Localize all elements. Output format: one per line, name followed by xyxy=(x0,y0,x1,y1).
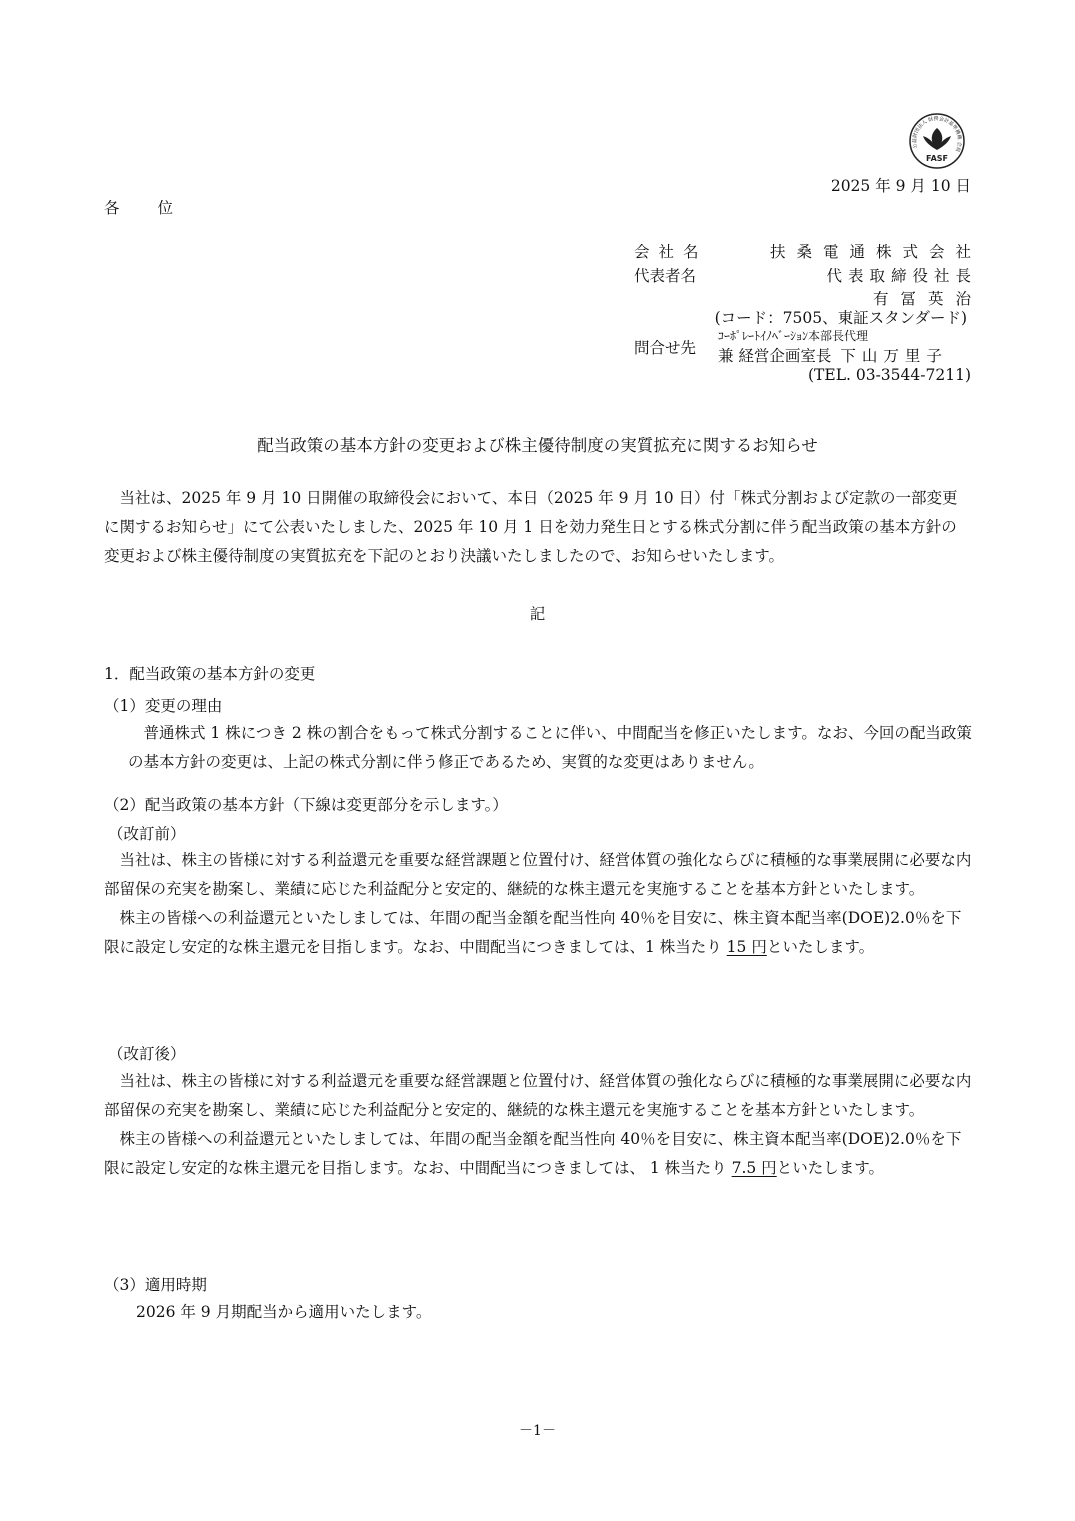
after-p2 xyxy=(104,1125,972,1183)
section1-heading: 1．配当政策の基本方針の変更 xyxy=(104,665,316,683)
contact-name: 下山万里子 xyxy=(840,347,948,365)
contact-tel: (TEL. 03-3544-7211) xyxy=(808,366,971,384)
before-p2-pre: 株主の皆様への利益還元といたしましては、年間の配当金額を配当性向 40％を目安に、株主資本配当率(DOE)2.0％を下限に設定し安定的な株主還元を目指します。なお、中間配当につきましては、1 株当たり xyxy=(104,909,962,956)
after-block xyxy=(104,1067,972,1183)
after-p2-post: といたします。 xyxy=(776,1159,884,1177)
sub3-heading: （3）適用時期 xyxy=(104,1276,207,1294)
sub2-heading: （2）配当政策の基本方針（下線は変更部分を示します。） xyxy=(104,796,508,814)
representative-label: 代表者名 xyxy=(634,267,697,285)
sub1-text: 普通株式 1 株につき 2 株の割合をもって株式分割することに伴い、中間配当を修正いたします。なお、今回の配当政策の基本方針の変更は、上記の株式分割に伴う修正であるため、実質的な変更はありません。 xyxy=(128,724,972,771)
intro-paragraph xyxy=(104,484,972,571)
svg-text:公益財団法人 財務会計基準機構 会員: 公益財団法人 財務会計基準機構 会員 xyxy=(911,115,963,153)
company-name: 扶桑電通株式会社 xyxy=(769,243,982,261)
contact-title: ｺｰﾎﾟﾚｰﾄｲﾉﾍﾞｰｼｮﾝ本部長代理 xyxy=(718,329,869,343)
issue-date: 2025 年 9 月 10 日 xyxy=(830,177,971,195)
ki-marker: 記 xyxy=(529,605,546,623)
sub1-paragraph xyxy=(128,719,974,777)
after-label: （改訂後） xyxy=(108,1045,186,1063)
sub3-text: 2026 年 9 月期配当から適用いたします。 xyxy=(136,1303,432,1321)
before-block xyxy=(104,846,972,962)
before-label: （改訂前） xyxy=(108,825,186,843)
before-p2 xyxy=(104,904,972,962)
before-p1: 当社は、株主の皆様に対する利益還元を重要な経営課題と位置付け、経営体質の強化ならびに積極的な事業展開に必要な内部留保の充実を勘案し、業績に応じた利益配分と安定的、継続的な株主還元を実施することを基本方針といたします。 xyxy=(104,851,972,898)
after-p2-underlined: 7.5 円 xyxy=(731,1159,777,1177)
intro-text: 当社は、2025 年 9 月 10 日開催の取締役会において、本日（2025 年 9 月 10 日）付「株式分割および定款の一部変更に関するお知らせ」にて公表いたしました、2025 年 10 月 1 日を効力発生日とする株式分割に伴う配当政策の基本方針の変更および株主優待制度の実質拡充を下記のとおり決議いたしましたので、お知らせいたします。 xyxy=(104,489,958,565)
before-p2-underlined: 15 円 xyxy=(726,938,767,956)
page-number: －1－ xyxy=(519,1423,556,1439)
contact-title-2-prefix: 兼 経営企画室長 xyxy=(718,347,832,365)
company-label: 会社名 xyxy=(634,243,708,261)
sub1-heading: （1）変更の理由 xyxy=(104,697,223,715)
before-p2-post: といたします。 xyxy=(766,938,875,956)
representative-name: 有冨英治 xyxy=(872,290,983,308)
after-p1: 当社は、株主の皆様に対する利益還元を重要な経営課題と位置付け、経営体質の強化ならびに積極的な事業展開に必要な内部留保の充実を勘案し、業績に応じた利益配分と安定的、継続的な株主還元を実施することを基本方針といたします。 xyxy=(104,1072,972,1119)
addressee: 各位 xyxy=(104,199,212,217)
document-title: 配当政策の基本方針の変更および株主優待制度の実質拡充に関するお知らせ xyxy=(257,436,818,455)
svg-text:FASF: FASF xyxy=(926,154,948,163)
stock-code: (コード：7505、東証スタンダード) xyxy=(714,309,967,327)
representative-title: 代表取締役社長 xyxy=(826,267,977,285)
contact-label: 問合せ先 xyxy=(634,339,697,357)
fasf-logo xyxy=(908,112,966,170)
contact-title-2 xyxy=(718,344,948,366)
after-p2-pre: 株主の皆様への利益還元といたしましては、年間の配当金額を配当性向 40％を目安に、株主資本配当率(DOE)2.0％を下限に設定し安定的な株主還元を目指します。なお、中間配当につきましては、 1 株当たり xyxy=(104,1130,962,1177)
